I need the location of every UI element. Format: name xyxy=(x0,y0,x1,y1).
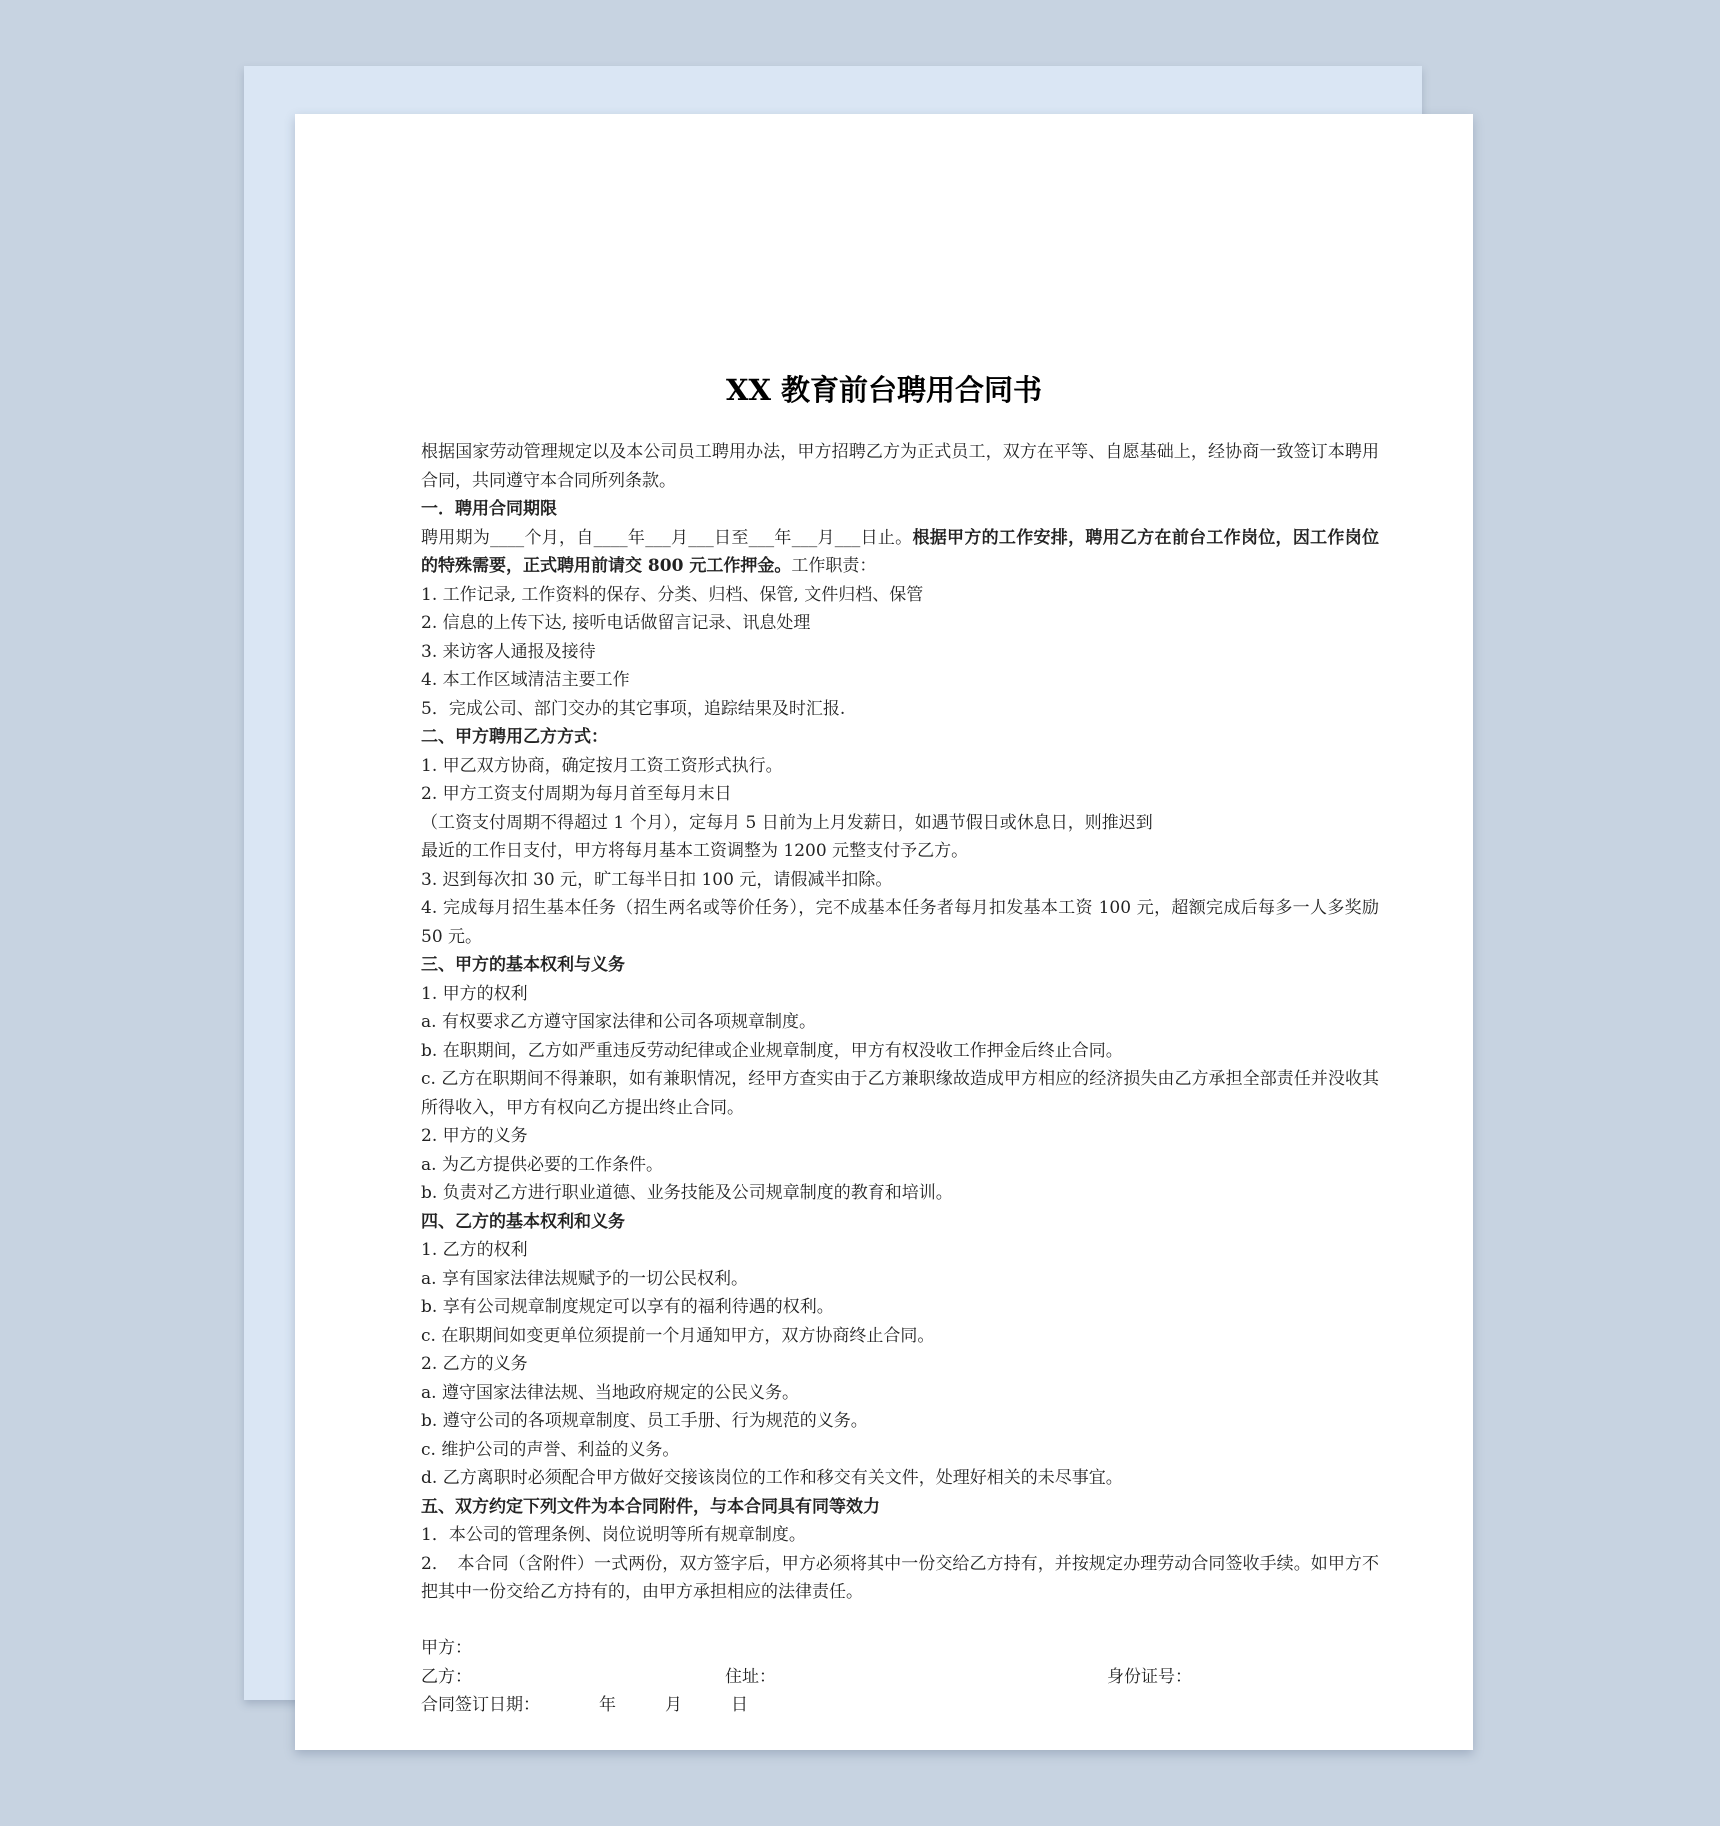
list-item: 4. 本工作区域清洁主要工作 xyxy=(421,670,630,690)
list-item: b. 享有公司规章制度规定可以享有的福利待遇的权利。 xyxy=(421,1297,834,1317)
section-2-heading: 二、甲方聘用乙方方式： xyxy=(421,727,608,747)
list-item: 4. 完成每月招生基本任务（招生两名或等价任务），完不成基本任务者每月扣发基本工资 100 元，超额完成后每多一人多奖励 50 元。 xyxy=(421,898,1379,947)
list-item: b. 负责对乙方进行职业道德、业务技能及公司规章制度的教育和培训。 xyxy=(421,1183,953,1203)
section-4-heading: 四、乙方的基本权利和义务 xyxy=(421,1211,625,1232)
party-a-label: 甲方： xyxy=(421,1638,472,1658)
list-item: 2. 甲方的义务 xyxy=(421,1126,528,1146)
year-label: 年 xyxy=(599,1695,616,1715)
list-item: （工资支付周期不得超过 1 个月），定每月 5 日前为上月发薪日，如遇节假日或休息日，则推迟到 xyxy=(421,812,1153,833)
list-item: 2． 本合同（含附件）一式两份，双方签字后，甲方必须将其中一份交给乙方持有，并按规定办理劳动合同签收手续。如甲方不把其中一份交给乙方持有的，由甲方承担相应的法律责任。 xyxy=(421,1553,1379,1602)
signature-block xyxy=(421,1634,1379,1720)
party-a-row xyxy=(421,1634,1379,1663)
party-b-label: 乙方： xyxy=(421,1666,472,1687)
list-item: 1. 工作记录, 工作资料的保存、分类、归档、保管, 文件归档、保管 xyxy=(421,584,924,605)
duties-label: 工作职责： xyxy=(791,556,877,576)
section-1-heading: 一．聘用合同期限 xyxy=(421,499,557,519)
list-item: b. 遵守公司的各项规章制度、员工手册、行为规范的义务。 xyxy=(421,1411,868,1431)
list-item: 1．本公司的管理条例、岗位说明等所有规章制度。 xyxy=(421,1525,806,1545)
term-paragraph xyxy=(421,524,1379,581)
list-item: 3. 迟到每次扣 30 元，旷工每半日扣 100 元，请假减半扣除。 xyxy=(421,869,893,890)
intro-paragraph: 根据国家劳动管理规定以及本公司员工聘用办法，甲方招聘乙方为正式员工，双方在平等、自愿基础上，经协商一致签订本聘用合同，共同遵守本合同所列条款。 xyxy=(421,442,1379,491)
list-item: 1. 甲乙双方协商，确定按月工资工资形式执行。 xyxy=(421,755,783,776)
list-item: c. 在职期间如变更单位须提前一个月通知甲方，双方协商终止合同。 xyxy=(421,1325,935,1346)
sign-date-row xyxy=(421,1691,1379,1720)
list-item: 最近的工作日支付，甲方将每月基本工资调整为 1200 元整支付予乙方。 xyxy=(421,841,969,861)
list-item: 1. 乙方的权利 xyxy=(421,1240,528,1260)
sign-date-label: 合同签订日期： xyxy=(421,1695,540,1715)
day-label: 日 xyxy=(731,1695,748,1715)
list-item: 2. 甲方工资支付周期为每月首至每月末日 xyxy=(421,784,732,804)
month-label: 月 xyxy=(665,1695,682,1715)
term-text: 聘用期为____个月，自____年___月___日至___年___月___日止。 xyxy=(421,527,913,548)
document-body xyxy=(421,438,1379,1607)
list-item: c. 维护公司的声誉、利益的义务。 xyxy=(421,1439,680,1460)
section-3-heading: 三、甲方的基本权利与义务 xyxy=(421,955,625,975)
document-title: XX 教育前台聘用合同书 xyxy=(725,373,1043,407)
list-item: d. 乙方离职时必须配合甲方做好交接该岗位的工作和移交有关文件，处理好相关的未尽事宜。 xyxy=(421,1468,1123,1488)
list-item: a. 遵守国家法律法规、当地政府规定的公民义务。 xyxy=(421,1382,799,1403)
list-item: b. 在职期间，乙方如严重违反劳动纪律或企业规章制度，甲方有权没收工作押金后终止合同。 xyxy=(421,1040,1123,1061)
list-item: a. 享有国家法律法规赋予的一切公民权利。 xyxy=(421,1268,748,1289)
section-5-heading: 五、双方约定下列文件为本合同附件，与本合同具有同等效力 xyxy=(421,1496,880,1517)
address-label: 住址： xyxy=(725,1666,776,1687)
id-number-label: 身份证号： xyxy=(1107,1666,1192,1687)
list-item: c. 乙方在职期间不得兼职，如有兼职情况，经甲方查实由于乙方兼职缘故造成甲方相应的经济损失由乙方承担全部责任并没收其所得收入，甲方有权向乙方提出终止合同。 xyxy=(421,1069,1379,1118)
list-item: 1. 甲方的权利 xyxy=(421,983,528,1004)
list-item: a. 为乙方提供必要的工作条件。 xyxy=(421,1154,663,1175)
document-page xyxy=(295,114,1473,1750)
list-item: 3. 来访客人通报及接待 xyxy=(421,641,596,662)
list-item: a. 有权要求乙方遵守国家法律和公司各项规章制度。 xyxy=(421,1012,816,1032)
list-item: 2. 乙方的义务 xyxy=(421,1354,528,1374)
list-item: 2. 信息的上传下达, 接听电话做留言记录、讯息处理 xyxy=(421,613,811,633)
list-item: 5．完成公司、部门交办的其它事项，追踪结果及时汇报. xyxy=(421,698,846,719)
party-b-row xyxy=(421,1663,1379,1692)
deposit-text: 根据甲方的工作安排，聘用乙方在前台工作岗位，因工作岗位的特殊需要，正式聘用前请交 800 元工作押金。 xyxy=(421,527,1380,576)
